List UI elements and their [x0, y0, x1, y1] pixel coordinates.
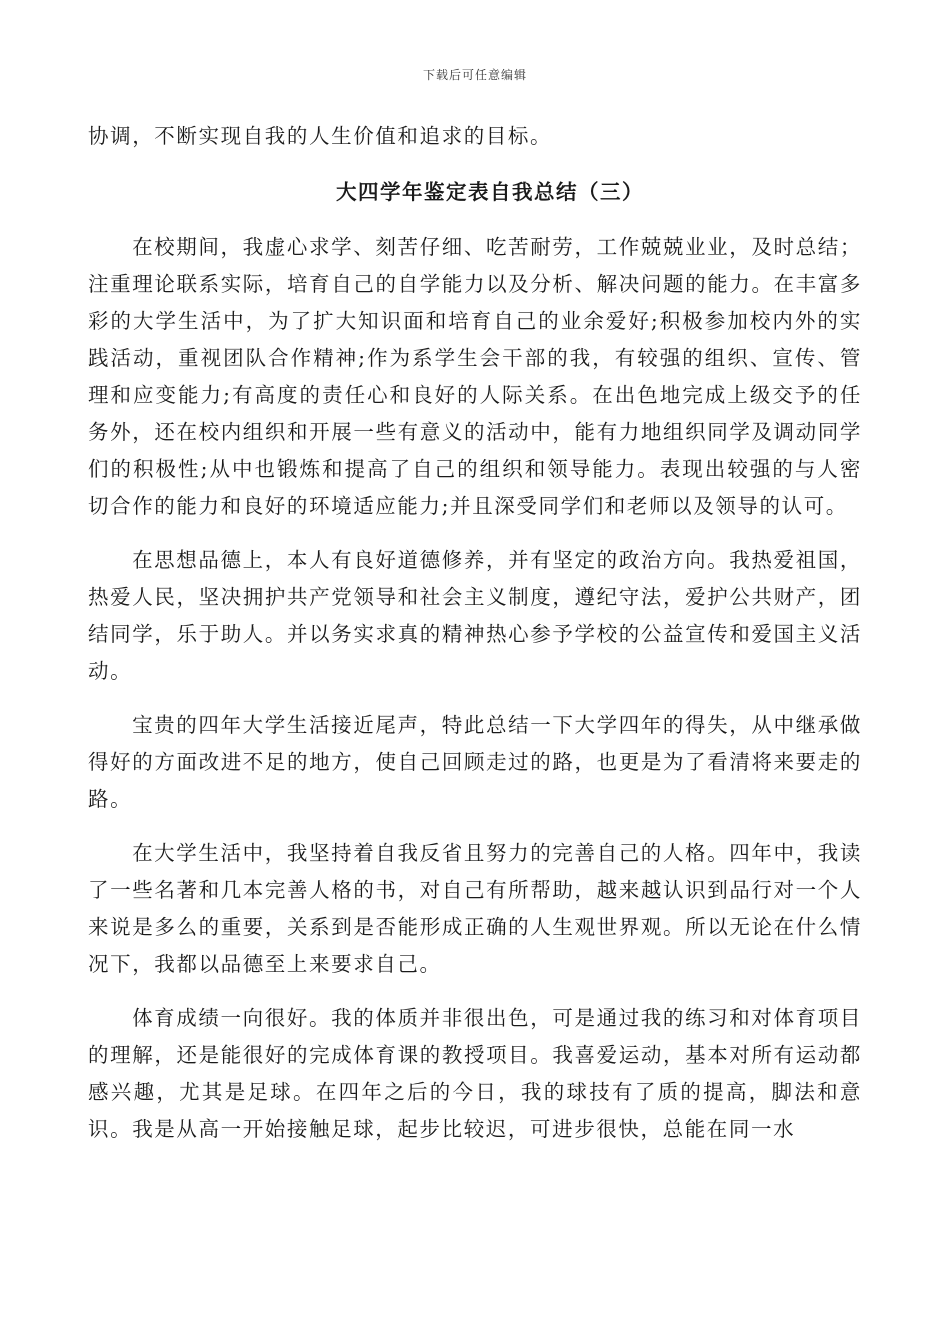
continuation-text: 协调，不断实现自我的人生价值和追求的目标。 [88, 124, 553, 148]
paragraph-morality: 在思想品德上，本人有良好道德修养，并有坚定的政治方向。我热爱祖国，热爱人民，坚决拥护共产党领导和社会主义制度，遵纪守法，爱护公共财产，团结同学，乐于助人。并以务实求真的精神热心参予学校的公益宣传和爱国主义活动。 [88, 548, 862, 683]
paragraph-sports: 体育成绩一向很好。我的体质并非很出色，可是通过我的练习和对体育项目的理解，还是能很好的完成体育课的教授项目。我喜爱运动，基本对所有运动都感兴趣，尤其是足球。在四年之后的今日，我的球技有了质的提高，脚法和意识。我是从高一开始接触足球，起步比较迟，可进步很快，总能在同一水 [88, 1006, 862, 1141]
paragraph-character: 在大学生活中，我坚持着自我反省且努力的完善自己的人格。四年中，我读了一些名著和几本完善人格的书，对自己有所帮助，越来越认识到品行对一个人来说是多么的重要，关系到是否能形成正确的人生观世界观。所以无论在什么情况下，我都以品德至上来要求自己。 [88, 841, 862, 976]
paragraph-study: 在校期间，我虚心求学、刻苦仔细、吃苦耐劳，工作兢兢业业，及时总结；注重理论联系实际，培育自己的自学能力以及分析、解决问题的能力。在丰富多彩的大学生活中，为了扩大知识面和培育自己的业余爱好;积极参加校内外的实践活动，重视团队合作精神;作为系学生会干部的我，有较强的组织、宣传、管理和应变能力;有高度的责任心和良好的人际关系。在出色地完成上级交予的任务外，还在校内组织和开展一些有意义的活动中，能有力地组织同学及调动同学们的积极性;从中也锻炼和提高了自己的组织和领导能力。表现出较强的与人密切合作的能力和良好的环境适应能力;并且深受同学们和老师以及领导的认可。 [88, 235, 862, 518]
section-title: 大四学年鉴定表自我总结（三） [336, 180, 644, 204]
document-body [88, 118, 862, 1148]
paragraph-summary: 宝贵的四年大学生活接近尾声，特此总结一下大学四年的得失，从中继承做得好的方面改进不足的地方，使自己回顾走过的路，也更是为了看清将来要走的路。 [88, 713, 862, 811]
page-header-note: 下载后可任意编辑 [422, 68, 527, 82]
